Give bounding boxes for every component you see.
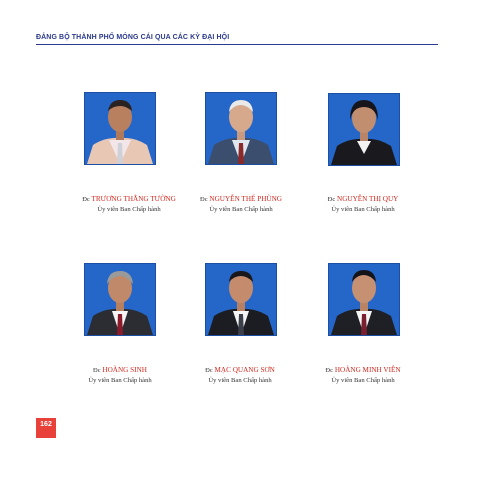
portrait-photo <box>205 263 277 336</box>
member-caption <box>180 365 300 386</box>
title-prefix: Đc <box>200 196 208 203</box>
title-prefix: Đc <box>82 196 90 203</box>
member-role: Ủy viên Ban Chấp hành <box>331 206 395 213</box>
portrait-photo <box>205 92 277 165</box>
member-role: Ủy viên Ban Chấp hành <box>97 206 161 213</box>
portrait-photo <box>328 263 400 336</box>
member-role: Ủy viên Ban Chấp hành <box>331 377 395 384</box>
title-prefix: Đc <box>327 196 336 203</box>
header-divider <box>36 44 438 45</box>
member-name: TRƯƠNG THẮNG TƯỜNG <box>91 195 176 203</box>
member-caption <box>303 194 423 215</box>
member-caption <box>303 365 423 386</box>
page-header-title: ĐẢNG BỘ THÀNH PHỐ MÓNG CÁI QUA CÁC KỲ ĐẠI HỘI <box>36 34 230 41</box>
member-caption <box>181 194 301 215</box>
portrait-photo <box>328 93 400 166</box>
title-prefix: Đc <box>205 367 213 374</box>
member-name: NGUYỄN THỊ QUY <box>337 195 399 203</box>
title-prefix: Đc <box>325 367 334 374</box>
page-number-badge: 162 <box>36 418 56 438</box>
member-caption <box>60 365 180 386</box>
member-role: Ủy viên Ban Chấp hành <box>88 377 152 384</box>
member-name: HOÀNG SINH <box>102 366 147 374</box>
portrait-photo <box>84 263 156 336</box>
portrait-photo <box>84 92 156 165</box>
member-name: HOÀNG MINH VIÊN <box>334 366 401 374</box>
member-role: Ủy viên Ban Chấp hành <box>209 206 273 213</box>
member-name: NGUYỄN THẾ PHÙNG <box>209 195 282 203</box>
member-role: Ủy viên Ban Chấp hành <box>208 377 272 384</box>
title-prefix: Đc <box>93 367 101 374</box>
member-name: MẠC QUANG SƠN <box>214 366 275 374</box>
member-caption <box>69 194 189 215</box>
